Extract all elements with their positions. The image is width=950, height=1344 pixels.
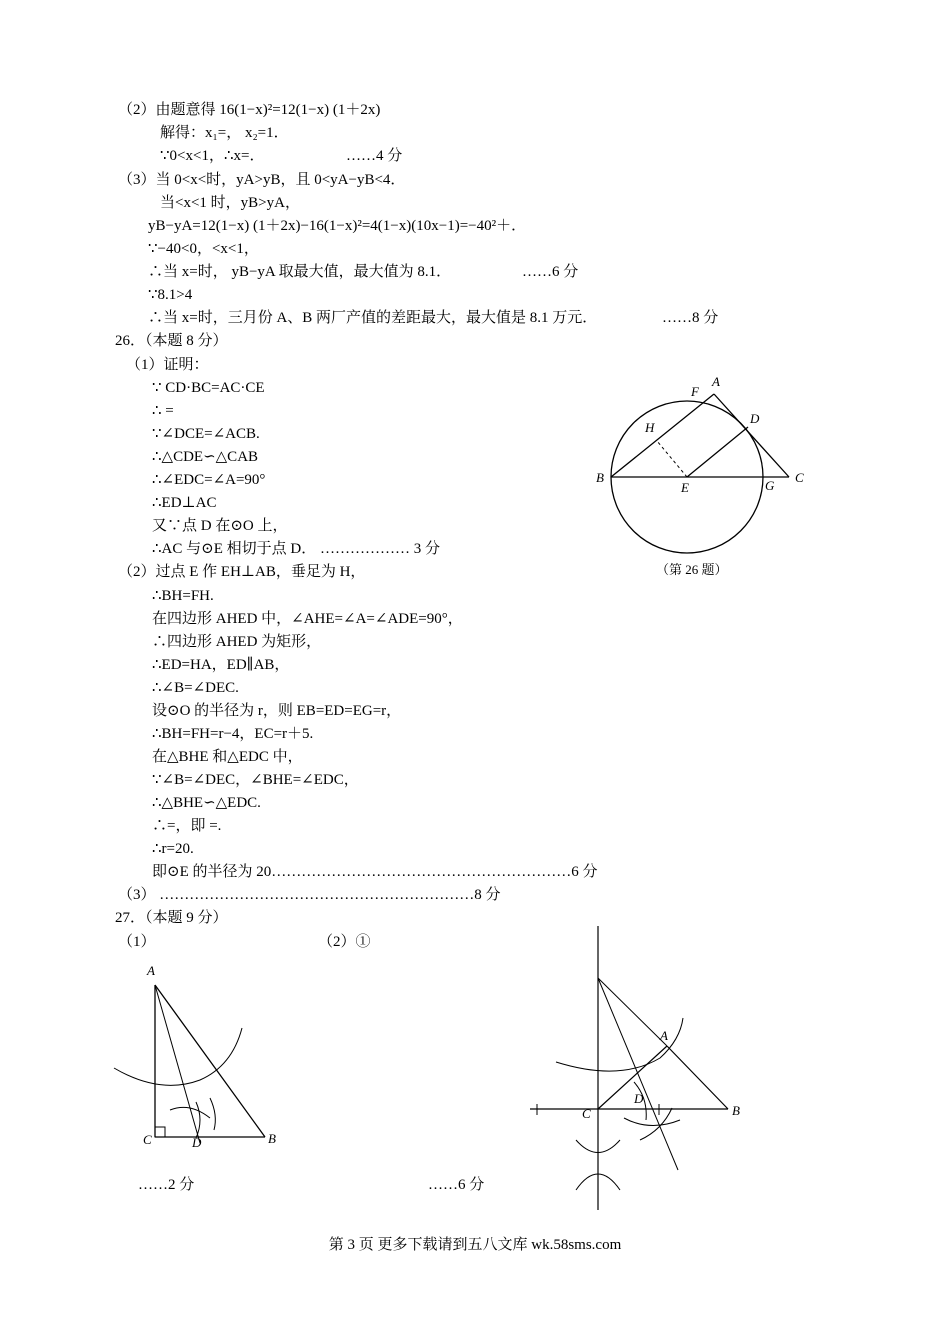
part3-line-4: ∵−40<0，<x<1， [148, 241, 259, 257]
q27-figure-1 [110, 960, 300, 1150]
part3-line-6: ∵8.1>4 [148, 287, 193, 303]
part2-score: ……4 分 [346, 148, 403, 164]
segment-ab-2 [667, 1046, 728, 1109]
segment-top-a [598, 978, 667, 1046]
part2-line-1: （2）由题意得 16(1−x)²=12(1−x) (1＋2x) [118, 102, 381, 118]
q26-line-1: （1）证明： [126, 357, 209, 373]
q27-sub1: （1） [118, 934, 156, 950]
q26-line-17: ∴BH=FH=r−4，EC=r＋5. [152, 726, 314, 742]
q27-sub2: （2）① [318, 934, 371, 950]
construction-arc-2c [624, 1118, 680, 1126]
q27-figure-2 [525, 922, 765, 1212]
q26-figure [590, 370, 810, 580]
q26-line-5: ∴△CDE∽△CAB [152, 449, 259, 465]
q27-score-6: ……6 分 [428, 1177, 485, 1193]
q26-line-22: ∴r=20. [152, 841, 194, 857]
q26-figure-caption: （第 26 题） [656, 562, 728, 577]
part3-line-2: 当<x<1 时，yB>yA， [160, 195, 300, 211]
bisector-ad-1 [155, 985, 200, 1143]
q26-line-11: ∴BH=FH. [152, 588, 214, 604]
q26-line-6: ∴∠EDC=∠A=90° [152, 472, 266, 488]
label-d-1: D [192, 1135, 202, 1150]
label-h: H [645, 420, 655, 435]
construction-arc-1a [114, 1028, 242, 1085]
label-a-2: A [660, 1028, 668, 1043]
part3-score-6: ……6 分 [522, 264, 579, 280]
part3-line-3: yB−yA=12(1−x) (1＋2x)−16(1−x)²=4(1−x)(10x−1)=−40²＋． [148, 218, 527, 234]
q26-line-23: 即⊙E 的半径为 20……………………………………………………6 分 [152, 864, 598, 880]
part2-line-3: ∵0<x<1，∴x=． [160, 148, 265, 164]
label-b: B [596, 470, 604, 485]
label-e: E [681, 480, 689, 495]
q26-line-8: 又∵点 D 在⊙O 上， [152, 518, 288, 534]
label-f: F [691, 384, 699, 399]
q26-line-19: ∵∠B=∠DEC，∠BHE=∠EDC， [152, 772, 359, 788]
q27-header: 27．（本题 9 分） [115, 910, 228, 926]
label-a-1: A [147, 963, 155, 978]
label-c-2: C [582, 1106, 591, 1121]
segment-ca-2 [598, 1046, 667, 1109]
q27-score-2: ……2 分 [138, 1177, 195, 1193]
segment-ab-1 [155, 985, 265, 1137]
q26-line-24: （3） ………………………………………………………8 分 [118, 887, 501, 903]
part2-line-2: 解得：x₁=， x₂=1． [160, 125, 289, 141]
right-angle-mark [155, 1127, 165, 1137]
label-b-1: B [268, 1131, 276, 1146]
bisector-line-2 [598, 978, 678, 1170]
part3-score-8: ……8 分 [662, 310, 719, 326]
segment-ac [714, 394, 789, 477]
q26-line-2: ∵ CD·BC=AC·CE [152, 380, 265, 396]
label-d-2: D [634, 1091, 644, 1106]
part3-line-7: ∴当 x=时，三月份 A、B 两厂产值的差距最大，最大值是 8.1 万元． [148, 310, 598, 326]
q26-line-18: 在△BHE 和△EDC 中， [152, 749, 303, 765]
q26-line-14: ∴ED=HA，ED∥AB， [152, 657, 290, 673]
part3-line-1: （3）当 0<x<时，yA>yB，且 0<yA−yB<4． [118, 172, 406, 188]
label-c: C [795, 470, 804, 485]
q26-line-15: ∴∠B=∠DEC. [152, 680, 239, 696]
segment-ba [611, 394, 714, 477]
part3-line-5: ∴当 x=时， yB−yA 取最大值，最大值为 8.1． [148, 264, 452, 280]
label-g: G [765, 478, 775, 493]
segment-eh [657, 441, 687, 477]
q26-line-20: ∴△BHE∽△EDC. [152, 795, 261, 811]
construction-arc-2a [556, 1018, 683, 1071]
segment-ed [687, 427, 748, 477]
label-a: A [712, 374, 720, 389]
construction-arc-1d [210, 1098, 215, 1130]
q26-line-16: 设⊙O 的半径为 r，则 EB=ED=EG=r， [152, 703, 402, 719]
page-footer: 第 3 页 更多下载请到五八文库 wk.58sms.com [328, 1237, 622, 1253]
q26-line-4: ∵∠DCE=∠ACB. [152, 426, 260, 442]
label-d: D [750, 411, 760, 426]
q26-line-13: ∴四边形 AHED 为矩形， [152, 634, 322, 650]
q26-line-9: ∴AC 与⊙E 相切于点 D． ……………… 3 分 [152, 541, 440, 557]
q26-line-3: ∴ = [152, 403, 174, 419]
q26-line-7: ∴ED⊥AC [152, 495, 217, 511]
q26-header: 26．（本题 8 分） [115, 333, 228, 349]
q26-line-10: （2）过点 E 作 EH⊥AB，垂足为 H， [118, 564, 366, 580]
q26-line-21: ∴=，即 =. [152, 818, 222, 834]
label-b-2: B [732, 1103, 740, 1118]
label-c-1: C [143, 1132, 152, 1147]
q26-line-12: 在四边形 AHED 中，∠AHE=∠A=∠ADE=90°， [152, 611, 463, 627]
